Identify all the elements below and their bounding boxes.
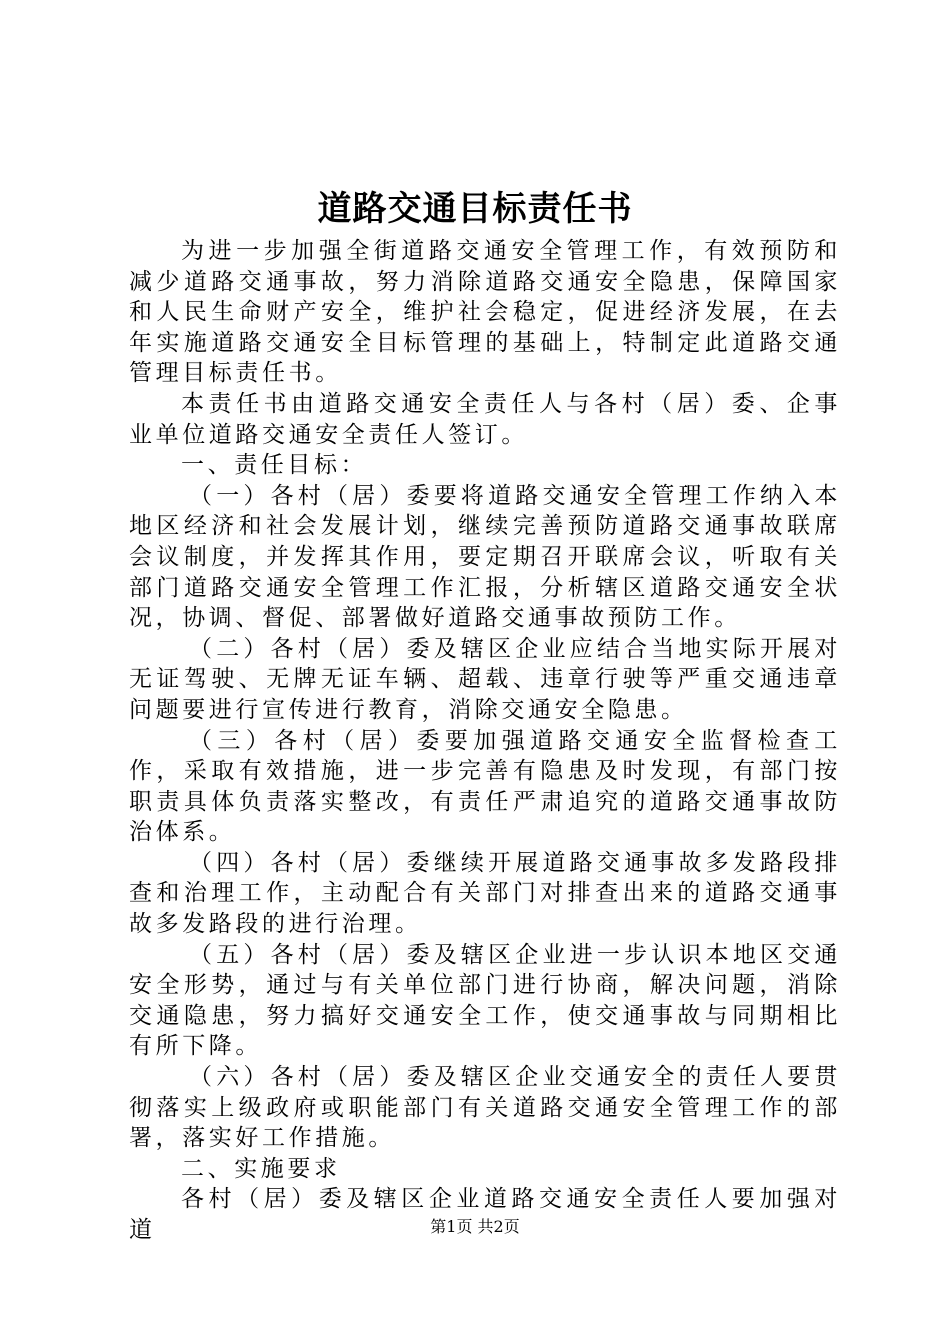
paragraph-signing: 本责任书由道路交通安全责任人与各村（居）委、企事业单位道路交通安全责任人签订。	[129, 390, 841, 448]
paragraph-item-1: （一）各村（居）委要将道路交通安全管理工作纳入本地区经济和社会发展计划，继续完善预防道路交通事故联席会议制度，并发挥其作用，要定期召开联席会议，听取有关部门道路交通安全管理工作汇报，分析辖区道路交通安全状况，协调、督促、部署做好道路交通事故预防工作。	[129, 482, 841, 632]
paragraph-requirements: 各村（居）委及辖区企业道路交通安全责任人要加强对道	[129, 1186, 841, 1243]
paragraph-item-3: （三）各村（居）委要加强道路交通安全监督检查工作，采取有效措施，进一步完善有隐患及时发现，有部门按职责具体负责落实整改，有责任严肃追究的道路交通事故防治体系。	[129, 727, 841, 846]
paragraph-item-2: （二）各村（居）委及辖区企业应结合当地实际开展对无证驾驶、无牌无证车辆、超载、违章行驶等严重交通违章问题要进行宣传进行教育，消除交通安全隐患。	[129, 635, 841, 723]
page-footer	[0, 1216, 950, 1238]
page-indicator: 第1页 共2页	[430, 1217, 520, 1236]
paragraph-item-6: （六）各村（居）委及辖区企业交通安全的责任人要贯彻落实上级政府或职能部门有关道路交通安全管理工作的部署，落实好工作措施。	[129, 1064, 841, 1152]
paragraph-item-4: （四）各村（居）委继续开展道路交通事故多发路段排查和治理工作，主动配合有关部门对排查出来的道路交通事故多发路段的进行治理。	[129, 849, 841, 938]
document-body	[129, 236, 841, 1246]
paragraph-intro: 为进一步加强全街道路交通安全管理工作，有效预防和减少道路交通事故，努力消除道路交通安全隐患，保障国家和人民生命财产安全，维护社会稳定，促进经济发展，在去年实施道路交通安全目标管理的基础上，特制定此道路交通管理目标责任书。	[129, 238, 841, 387]
section-heading-targets: 一、责任目标：	[181, 452, 368, 479]
page-title: 道路交通目标责任书	[317, 189, 633, 229]
paragraph-item-5: （五）各村（居）委及辖区企业进一步认识本地区交通安全形势，通过与有关单位部门进行协商，解决问题，消除交通隐患，努力搞好交通安全工作，使交通事故与同期相比有所下降。	[129, 941, 841, 1060]
section-heading-requirements: 二、实施要求	[181, 1155, 341, 1182]
